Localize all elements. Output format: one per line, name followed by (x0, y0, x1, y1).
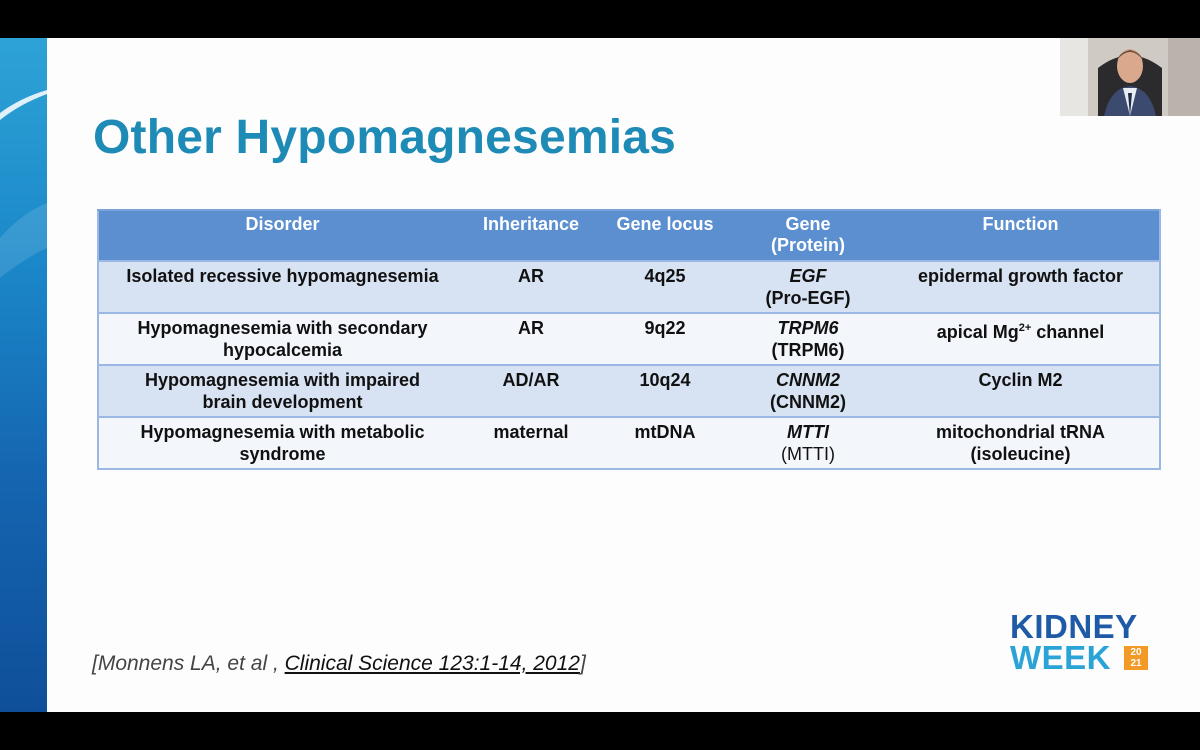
cell-disorder: Isolated recessive hypomagnesemia (98, 261, 466, 313)
gene-name: MTTI (787, 422, 829, 442)
header-gene-protein (734, 210, 882, 261)
cell-gene-locus: 4q25 (596, 261, 734, 313)
gene-name: CNNM2 (775, 370, 840, 390)
header-disorder: Disorder (98, 210, 466, 261)
cell-function: epidermal growth factor (882, 261, 1160, 313)
table-row (98, 417, 1160, 469)
cell-gene-locus: 10q24 (596, 365, 734, 417)
cell-inheritance: AR (466, 261, 596, 313)
header-protein: (Protein) (771, 235, 845, 255)
logo-year-badge: 20 21 (1124, 646, 1148, 670)
hypomagnesemia-table (97, 209, 1161, 470)
presentation-slide (0, 38, 1200, 712)
protein-name: (Pro-EGF) (765, 288, 851, 308)
cell-inheritance: maternal (466, 417, 596, 469)
cell-gene-protein (734, 261, 882, 313)
cell-gene-protein (734, 417, 882, 469)
presenter-video-icon (1060, 38, 1200, 116)
gene-name: TRPM6 (777, 318, 839, 338)
table-row (98, 313, 1160, 365)
header-gene: Gene (785, 214, 831, 234)
logo-week-text: WEEK (1010, 639, 1111, 676)
cell-gene-protein (734, 365, 882, 417)
protein-name: (CNNM2) (770, 392, 846, 412)
header-gene-locus: Gene locus (596, 210, 734, 261)
cell-function: mitochondrial tRNA (isoleucine) (882, 417, 1160, 469)
cell-disorder: Hypomagnesemia with secondary hypocalcemia (98, 313, 466, 365)
protein-name: (TRPM6) (771, 340, 845, 360)
citation: [Monnens LA, et al , Clinical Science 123:1-14, 2012] (92, 652, 586, 675)
citation-journal-link[interactable]: Clinical Science 123:1-14, 2012 (284, 652, 580, 675)
cell-inheritance: AD/AR (466, 365, 596, 417)
header-function: Function (882, 210, 1160, 261)
superscript-charge: 2+ (1018, 322, 1032, 334)
table-header-row (98, 210, 1160, 261)
kidney-week-logo (1010, 610, 1150, 674)
table-row (98, 261, 1160, 313)
presenter-webcam (1060, 38, 1200, 116)
slide-title: Other Hypomagnesemias (93, 111, 677, 164)
cell-function: Cyclin M2 (882, 365, 1160, 417)
protein-name: (MTTI) (781, 444, 835, 464)
cell-gene-locus: 9q22 (596, 313, 734, 365)
cell-disorder: Hypomagnesemia with metabolic syndrome (98, 417, 466, 469)
cell-function: apical $Mg^{2+}$ channel (882, 313, 1160, 365)
logo-kidney-text: KIDNEY (1010, 608, 1138, 645)
cell-gene-protein (734, 313, 882, 365)
cell-disorder: Hypomagnesemia with impaired brain development (98, 365, 466, 417)
cell-gene-locus: mtDNA (596, 417, 734, 469)
table-row (98, 365, 1160, 417)
cell-inheritance: AR (466, 313, 596, 365)
header-inheritance: Inheritance (466, 210, 596, 261)
gene-name: EGF (789, 266, 827, 286)
